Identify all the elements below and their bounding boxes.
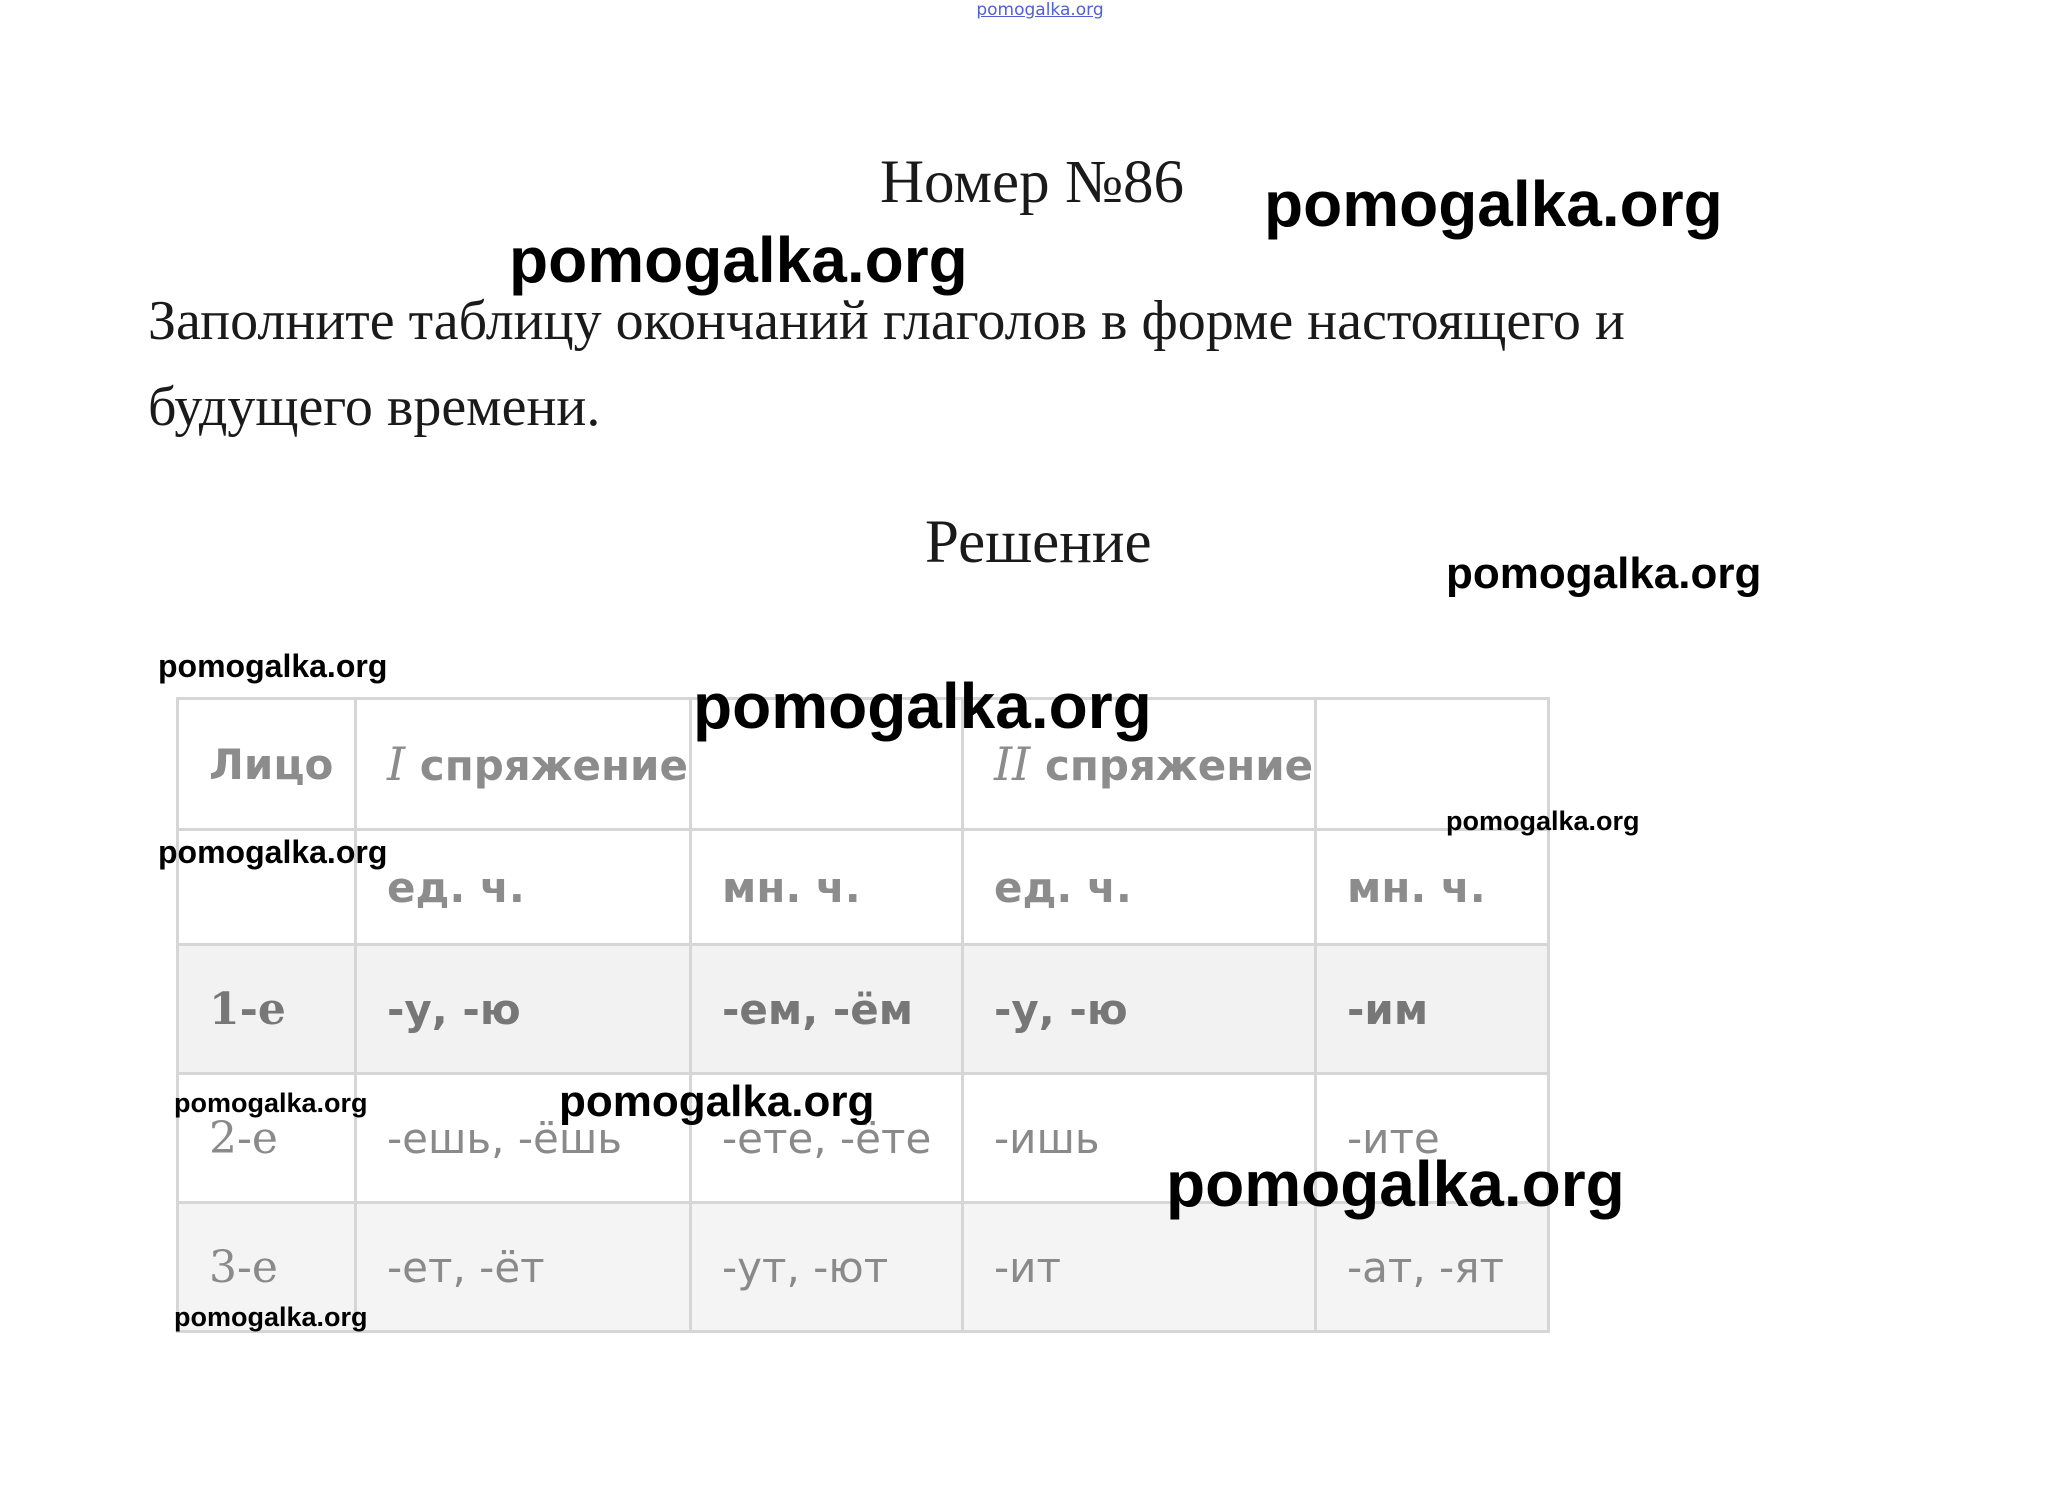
person-cell: 1-е (178, 945, 356, 1074)
ending-cell: -ете, -ёте (691, 1074, 963, 1203)
task-text: Заполните таблицу окончаний глаголов в форме настоящего и будущего времени. (148, 290, 1625, 438)
verb-endings-table (176, 697, 1547, 1333)
header-person: Лицо (178, 699, 356, 830)
conjugation-2-roman: II (994, 737, 1031, 791)
watermark: pomogalka.org (174, 1088, 368, 1118)
conjugation-1-label: спряжение (405, 741, 688, 790)
table-row (178, 1203, 1549, 1332)
ending-cell: -ет, -ёт (356, 1203, 691, 1332)
ending-cell: -у, -ю (963, 945, 1316, 1074)
conjugation-1-roman: I (387, 737, 406, 791)
watermark: pomogalka.org (158, 648, 388, 684)
ending-cell: -ем, -ём (691, 945, 963, 1074)
ending-cell: -у, -ю (356, 945, 691, 1074)
watermark: pomogalka.org (1264, 168, 1723, 240)
subheader-plural: мн. ч. (691, 830, 963, 945)
ending-cell: -ут, -ют (691, 1203, 963, 1332)
ending-cell: -ит (963, 1203, 1316, 1332)
person-cell: 2-е (178, 1074, 356, 1203)
subheader-plural: мн. ч. (1316, 830, 1549, 945)
task-title: Номер №86 (880, 149, 1185, 216)
solution-heading: Решение (925, 509, 1152, 576)
table-row (178, 945, 1549, 1074)
ending-cell: -им (1316, 945, 1549, 1074)
watermark: pomogalka.org (1446, 806, 1640, 836)
watermark: pomogalka.org (1446, 549, 1762, 598)
conjugation-2-label: спряжение (1030, 741, 1314, 790)
watermark: pomogalka.org (1166, 1148, 1625, 1220)
watermark: pomogalka.org (174, 1302, 368, 1332)
ending-cell: -ат, -ят (1316, 1203, 1549, 1332)
watermark: pomogalka.org (509, 224, 968, 296)
person-cell: 3-е (178, 1203, 356, 1332)
ending-cell: -ите (1316, 1074, 1549, 1203)
ending-cell: -ишь (963, 1074, 1316, 1203)
watermark: pomogalka.org (158, 834, 388, 870)
ending-cell: -ешь, -ёшь (356, 1074, 691, 1203)
subheader-singular: ед. ч. (356, 830, 691, 945)
watermark: pomogalka.org (693, 670, 1152, 742)
watermark: pomogalka.org (559, 1077, 875, 1126)
subheader-singular: ед. ч. (963, 830, 1316, 945)
source-link[interactable]: pomogalka.org (976, 0, 1104, 20)
header-conjugation-1 (356, 699, 691, 830)
